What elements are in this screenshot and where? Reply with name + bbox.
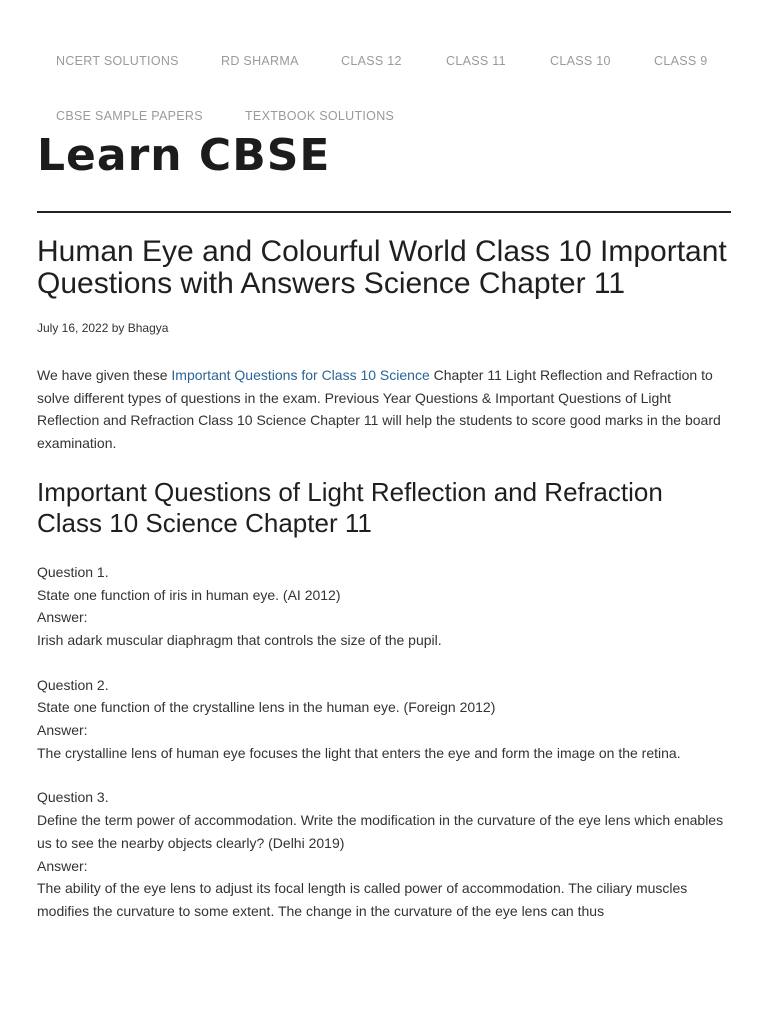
nav-item-textbook-solutions[interactable]: TEXTBOOK SOLUTIONS — [245, 109, 395, 123]
article — [37, 236, 731, 923]
main-nav — [0, 0, 768, 150]
question-label: Question 3. — [37, 789, 109, 806]
answer-text: Irish adark muscular diaphragm that controls the size of the pupil. — [37, 631, 442, 648]
meta-by: by — [108, 321, 128, 335]
question-text: State one function of iris in human eye. (AI 2012) — [37, 586, 341, 603]
question-text: Define the term power of accommodation. Write the modification in the curvature of the eye lens which enables us to see the nearby objects clearly? (Delhi 2019) — [37, 812, 724, 851]
nav-item-class-12[interactable]: CLASS 12 — [341, 54, 402, 68]
question-block-2 — [37, 674, 731, 765]
section-heading: Important Questions of Light Reflection and Refraction Class 10 Science Chapter 11 — [37, 476, 663, 538]
question-label: Question 1. — [37, 563, 109, 580]
question-text: State one function of the crystalline lens in the human eye. (Foreign 2012) — [37, 699, 496, 716]
answer-label: Answer: — [37, 722, 88, 739]
nav-item-class-9[interactable]: CLASS 9 — [654, 54, 708, 68]
nav-item-rd-sharma[interactable]: RD SHARMA — [221, 54, 299, 68]
answer-text: The ability of the eye lens to adjust its focal length is called power of accommodation. The ciliary muscles modifies the curvature to some extent. The change in the curvature of the eye lens can thus — [37, 880, 688, 919]
post-date: July 16, 2022 — [37, 321, 109, 335]
header-divider — [37, 211, 731, 213]
article-meta — [37, 320, 731, 336]
site-title[interactable]: Learn CBSE — [37, 130, 331, 181]
answer-text: The crystalline lens of human eye focuses the light that enters the eye and form the image on the retina. — [37, 744, 681, 761]
author-link[interactable]: Bhagya — [127, 321, 169, 335]
nav-item-cbse-sample-papers[interactable]: CBSE SAMPLE PAPERS — [56, 109, 203, 123]
intro-paragraph — [37, 364, 731, 455]
important-questions-link[interactable]: Important Questions for Class 10 Science — [171, 367, 430, 383]
answer-label: Answer: — [37, 857, 88, 874]
question-label: Question 2. — [37, 676, 109, 693]
question-block-3 — [37, 786, 731, 922]
question-block-1 — [37, 561, 731, 652]
intro-text-after: Chapter 11 Light Reflection and Refraction to solve different types of questions in the exam. Previous Year Questions & Important Questions of Light Reflection and Refraction Class 10 Science Chapter 11 will help the students to score good marks in the board examination. — [37, 367, 721, 452]
article-title: Human Eye and Colourful World Class 10 Important Questions with Answers Science Chapter 11 — [37, 235, 727, 300]
nav-item-class-11[interactable]: CLASS 11 — [446, 54, 506, 68]
nav-item-class-10[interactable]: CLASS 10 — [550, 54, 611, 68]
intro-text-before: We have given these — [37, 367, 172, 383]
nav-item-ncert-solutions[interactable]: NCERT SOLUTIONS — [56, 54, 179, 68]
answer-label: Answer: — [37, 609, 88, 626]
site-header — [0, 0, 768, 212]
